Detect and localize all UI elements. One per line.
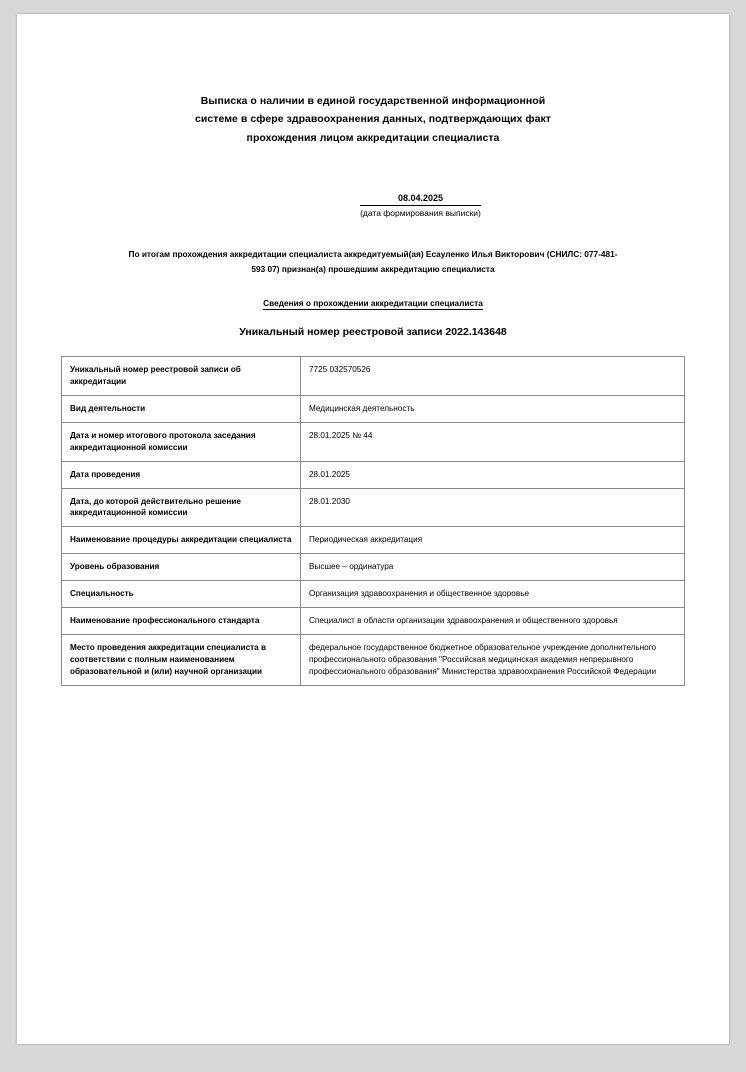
row-label: Дата и номер итогового протокола заседания аккредитационной комиссии xyxy=(62,422,301,461)
row-label: Дата проведения xyxy=(62,461,301,488)
table-row xyxy=(62,607,685,634)
row-value: 28.01.2030 xyxy=(301,488,685,527)
page-title-line-3: прохождения лицом аккредитации специалиста xyxy=(246,131,500,144)
table-row xyxy=(62,357,685,396)
row-value: 28.01.2025 № 44 xyxy=(301,422,685,461)
row-label: Наименование процедуры аккредитации специалиста xyxy=(62,527,301,554)
row-label: Наименование профессионального стандарта xyxy=(62,607,301,634)
row-value: Высшее – ординатура xyxy=(301,554,685,581)
page-title-line-1: Выписка о наличии в единой государственной информационной xyxy=(200,95,546,107)
formation-date-block xyxy=(61,193,685,221)
page-title-line-2: системе в сфере здравоохранения данных, подтверждающих факт xyxy=(195,113,551,126)
table-row xyxy=(62,581,685,608)
formation-date-caption: (дата формирования выписки) xyxy=(360,208,481,219)
table-row xyxy=(62,634,685,685)
row-label: Уникальный номер реестровой записи об аккредитации xyxy=(62,357,301,396)
document-page xyxy=(17,14,729,1044)
section-heading-text: Сведения о прохождении аккредитации специалиста xyxy=(263,298,483,309)
row-label: Вид деятельности xyxy=(62,395,301,422)
section-heading xyxy=(61,298,685,308)
intro-paragraph xyxy=(61,247,685,276)
row-value: федеральное государственное бюджетное образовательное учреждение дополнительного профессионального образования "Российская медицинская академия непрерывного профессионального образования" Министерства здравоохранения Российской Федерации xyxy=(301,634,685,685)
row-label: Уровень образования xyxy=(62,554,301,581)
document-content xyxy=(17,14,729,686)
record-number-title: Уникальный номер реестровой записи 2022.143648 xyxy=(239,326,507,339)
row-label: Дата, до которой действительно решение аккредитационной комиссии xyxy=(62,488,301,527)
formation-date-value: 08.04.2025 xyxy=(360,193,481,206)
table-row xyxy=(62,527,685,554)
row-value: 7725 032570526 xyxy=(301,357,685,396)
row-label: Специальность xyxy=(62,581,301,608)
row-value: Периодическая аккредитация xyxy=(301,527,685,554)
row-value: 28.01.2025 xyxy=(301,461,685,488)
formation-date-inner xyxy=(360,193,481,218)
row-value: Медицинская деятельность xyxy=(301,395,685,422)
intro-line-2: 593 07) признан(а) прошедшим аккредитацию специалиста xyxy=(251,263,495,274)
table-row xyxy=(62,461,685,488)
row-label: Место проведения аккредитации специалиста в соответствии с полным наименованием образовательной и (или) научной организации xyxy=(62,634,301,685)
table-row xyxy=(62,395,685,422)
table-row xyxy=(62,422,685,461)
accreditation-info-table xyxy=(61,356,685,685)
row-value: Организация здравоохранения и общественное здоровье xyxy=(301,581,685,608)
table-row xyxy=(62,554,685,581)
row-value: Специалист в области организации здравоохранения и общественного здоровья xyxy=(301,607,685,634)
page-title xyxy=(158,92,588,147)
intro-line-1: По итогам прохождения аккредитации специалиста аккредитуемый(ая) Есауленко Илья Викторович (СНИЛС: 077-481- xyxy=(128,249,618,260)
table-row xyxy=(62,488,685,527)
